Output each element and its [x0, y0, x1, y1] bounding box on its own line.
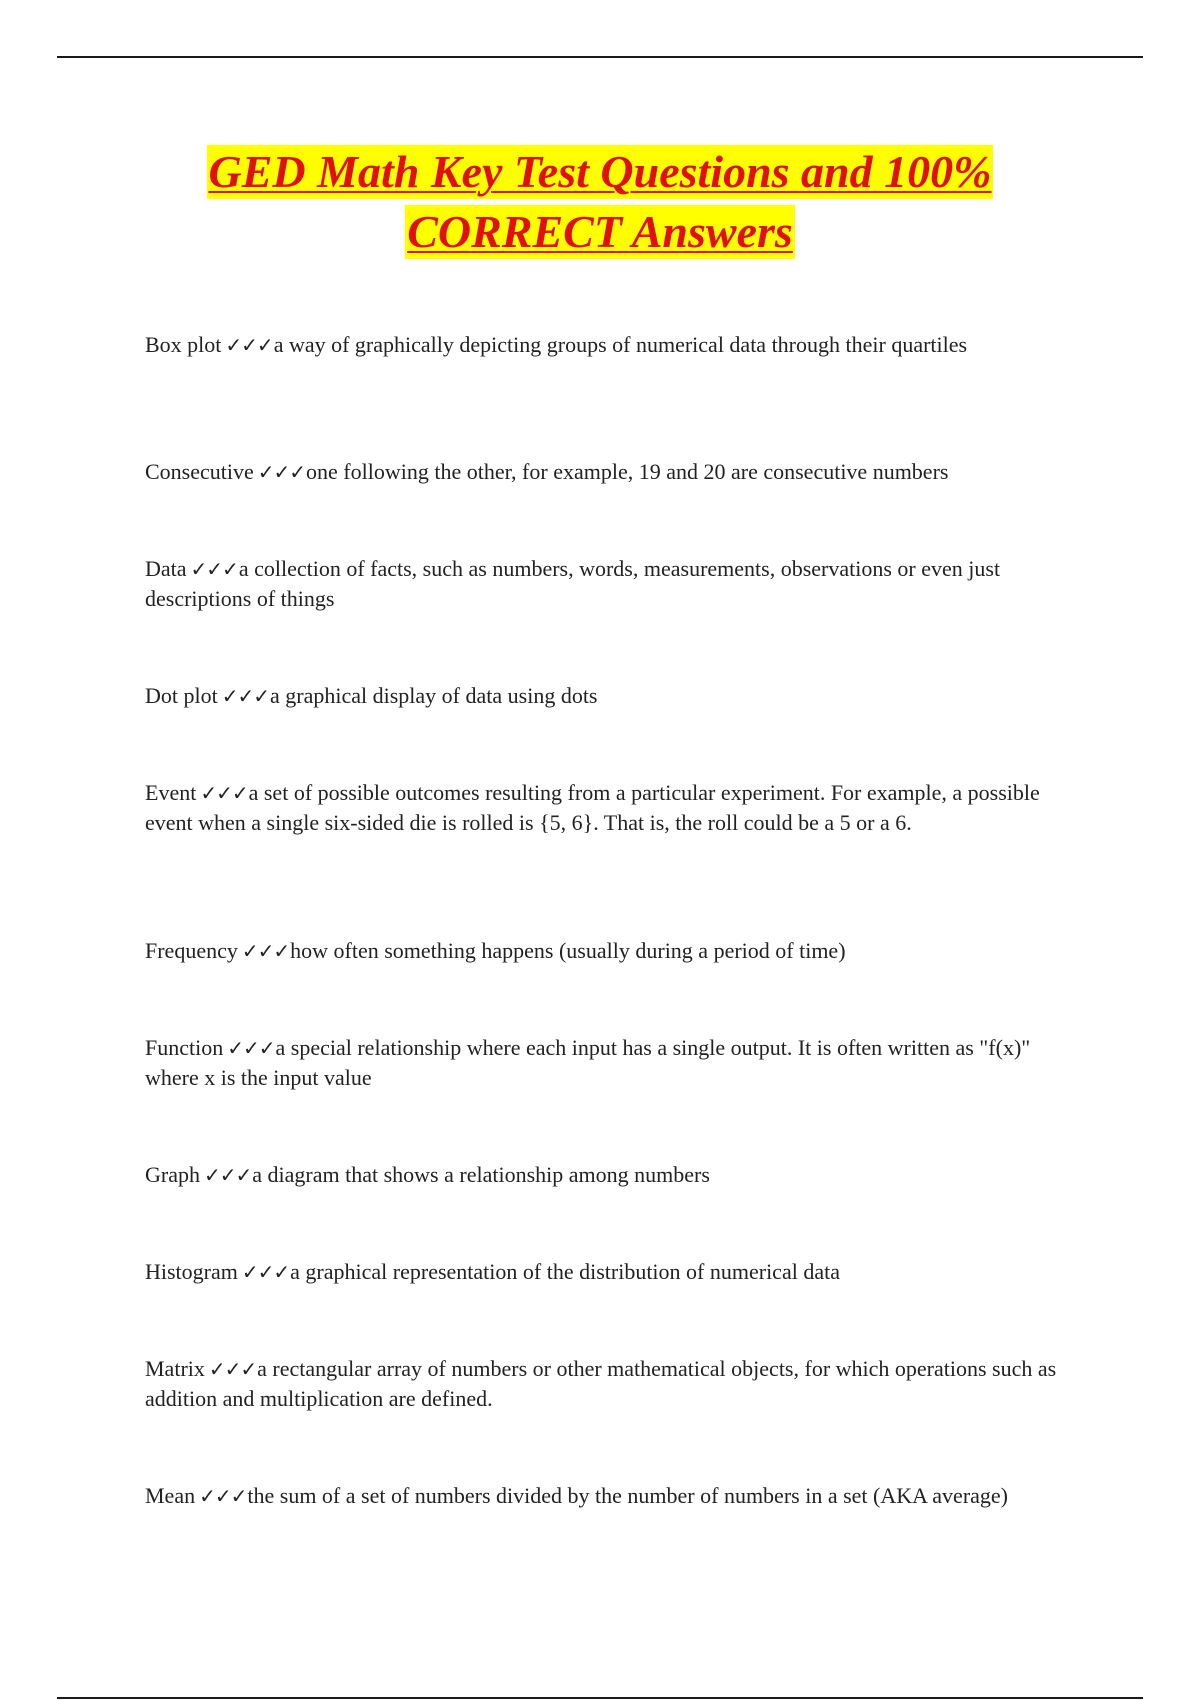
glossary-entry: [145, 457, 1060, 487]
check-marks-icon: ✓✓✓: [203, 1163, 252, 1187]
check-marks-icon: ✓✓✓: [225, 333, 273, 357]
entry-definition: a special relationship where each input has a single output. It is often written as "f(x)" where x is the input value: [145, 1035, 1031, 1090]
entry-definition: a way of graphically depicting groups of numerical data through their quartiles: [273, 332, 968, 357]
entry-term: Matrix: [145, 1356, 205, 1381]
entry-definition: a graphical representation of the distribution of numerical data: [290, 1259, 840, 1284]
entry-definition: a graphical display of data using dots: [270, 683, 598, 708]
entry-definition: the sum of a set of numbers divided by the number of numbers in a set (AKA average): [247, 1483, 1009, 1508]
check-marks-icon: ✓✓✓: [241, 1260, 290, 1284]
entry-definition: one following the other, for example, 19 and 20 are consecutive numbers: [306, 459, 949, 484]
glossary-entry: [145, 778, 1060, 838]
title-line-1: GED Math Key Test Questions and 100%: [208, 146, 992, 197]
entry-term: Box plot: [145, 332, 222, 357]
glossary-entry: [145, 936, 1060, 966]
glossary-entry: [145, 1481, 1060, 1511]
glossary-entry: [145, 554, 1060, 614]
entry-term: Mean: [145, 1483, 196, 1508]
entry-term: Consecutive: [145, 459, 254, 484]
entry-definition: a collection of facts, such as numbers, words, measurements, observations or even just descriptions of things: [145, 556, 1001, 611]
glossary-entry: [145, 1160, 1060, 1190]
entry-definition: a set of possible outcomes resulting from a particular experiment. For example, a possible event when a single six-sided die is rolled is {5, 6}. That is, the roll could be a 5 or a 6.: [145, 780, 1040, 835]
entry-term: Event: [145, 780, 197, 805]
entry-term: Frequency: [145, 938, 238, 963]
glossary-entry: [145, 1354, 1060, 1414]
check-marks-icon: ✓✓✓: [241, 939, 290, 963]
document-title: [0, 145, 1200, 265]
entry-term: Graph: [145, 1162, 200, 1187]
glossary-entry: [145, 681, 1060, 711]
bottom-rule: [57, 1697, 1143, 1699]
entry-term: Function: [145, 1035, 224, 1060]
check-marks-icon: ✓✓✓: [227, 1036, 275, 1060]
entry-definition: a rectangular array of numbers or other mathematical objects, for which operations such as addition and multiplication are defined.: [145, 1356, 1057, 1411]
entry-definition: a diagram that shows a relationship among numbers: [252, 1162, 710, 1187]
check-marks-icon: ✓✓✓: [200, 781, 248, 805]
title-line-2: CORRECT Answers: [407, 206, 793, 257]
top-rule: [57, 56, 1143, 58]
check-marks-icon: ✓✓✓: [190, 557, 238, 581]
check-marks-icon: ✓✓✓: [257, 460, 306, 484]
glossary-entry: [145, 330, 1060, 360]
check-marks-icon: ✓✓✓: [221, 684, 270, 708]
entry-term: Histogram: [145, 1259, 238, 1284]
check-marks-icon: ✓✓✓: [208, 1357, 257, 1381]
check-marks-icon: ✓✓✓: [199, 1484, 247, 1508]
glossary-entry: [145, 1033, 1060, 1093]
entry-definition: how often something happens (usually during a period of time): [290, 938, 846, 963]
glossary-entry: [145, 1257, 1060, 1287]
entry-term: Dot plot: [145, 683, 218, 708]
entry-term: Data: [145, 556, 187, 581]
